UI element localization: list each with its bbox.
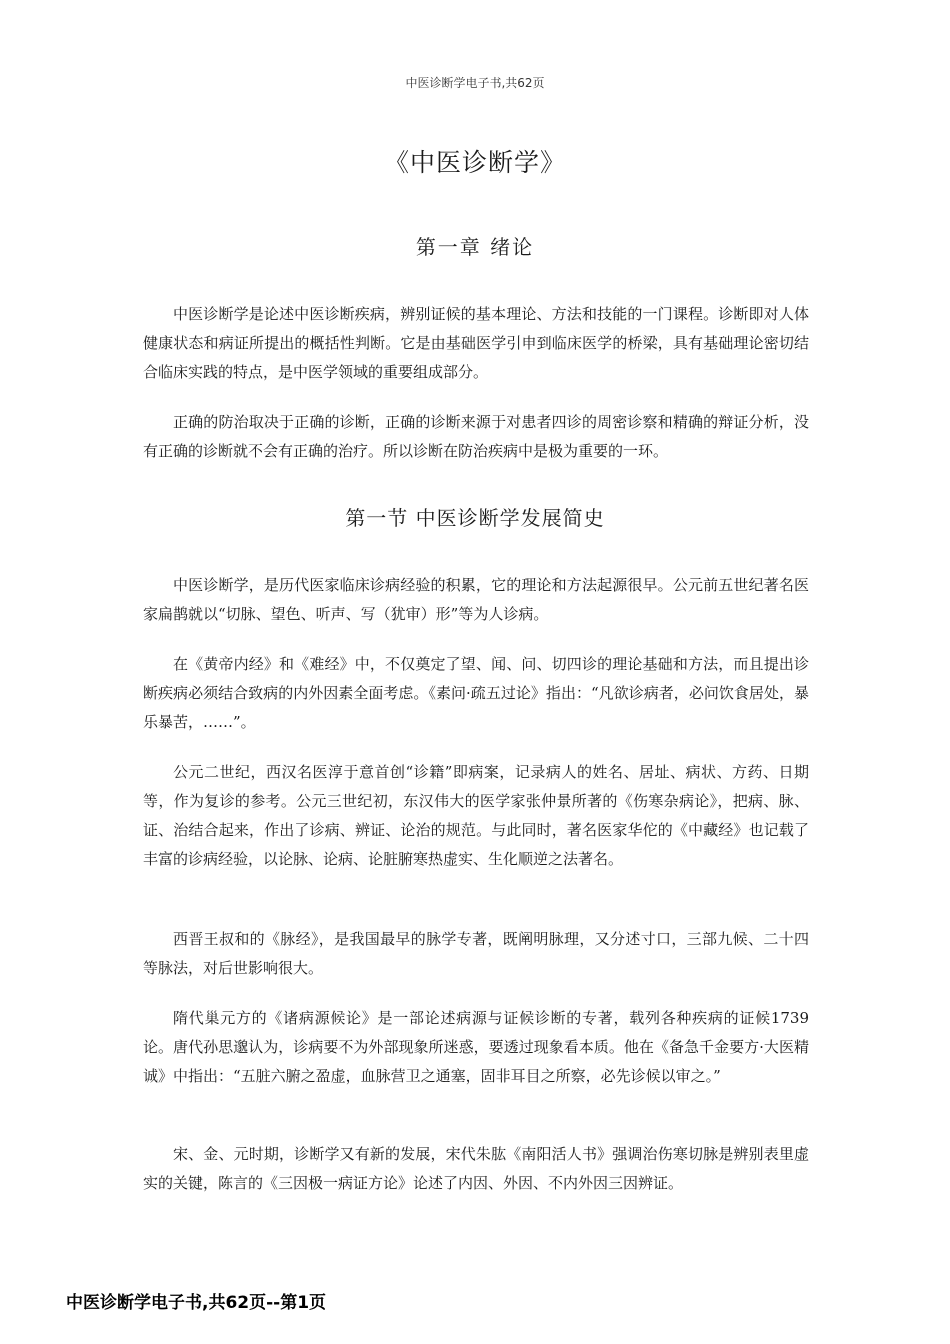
paragraph: 在《黄帝内经》和《难经》中，不仅奠定了望、闻、问、切四诊的理论基础和方法，而且提出诊断疾病必须结合致病的内外因素全面考虑。《素问·疏五过论》指出：“凡欲诊病者，必问饮食居处，暴乐暴苦，……”。 [143,655,809,731]
paragraph: 公元二世纪，西汉名医淳于意首创“诊籍”即病案，记录病人的姓名、居址、病状、方药、日期等，作为复诊的参考。公元三世纪初，东汉伟大的医学家张仲景所著的《伤寒杂病论》，把病、脉、证、治结合起来，作出了诊病、辨证、论治的规范。与此同时，著名医家华佗的《中藏经》也记载了丰富的诊病经验，以论脉、论病、论脏腑寒热虚实、生化顺逆之法著名。 [143,763,809,868]
page-footer: 中医诊断学电子书,共62页--第1页 [66,1293,327,1313]
paragraph: 正确的防治取决于正确的诊断，正确的诊断来源于对患者四诊的周密诊察和精确的辩证分析，没有正确的诊断就不会有正确的治疗。所以诊断在防治疾病中是极为重要的一环。 [143,413,809,460]
paragraph: 宋、金、元时期，诊断学又有新的发展，宋代朱肱《南阳活人书》强调治伤寒切脉是辨别表里虚实的关键，陈言的《三因极一病证方论》论述了内因、外因、不内外因三因辨证。 [143,1145,809,1192]
paragraph: 隋代巢元方的《诸病源候论》是一部论述病源与证候诊断的专著，载列各种疾病的证候1739论。唐代孙思邈认为，诊病要不为外部现象所迷惑，要透过现象看本质。他在《备急千金要方·大医精诚》中指出：“五脏六腑之盈虚，血脉营卫之通塞，固非耳目之所察，必先诊候以审之。” [143,1009,809,1085]
book-title: 《中医诊断学》 [383,148,566,177]
running-header: 中医诊断学电子书,共62页 [405,76,545,90]
section-title: 第一节 中医诊断学发展简史 [345,506,605,530]
chapter-title: 第一章 绪论 [415,235,535,259]
paragraph: 中医诊断学是论述中医诊断疾病，辨别证候的基本理论、方法和技能的一门课程。诊断即对人体健康状态和病证所提出的概括性判断。它是由基础医学引申到临床医学的桥梁，具有基础理论密切结合临床实践的特点，是中医学领域的重要组成部分。 [143,305,809,381]
paragraph: 中医诊断学，是历代医家临床诊病经验的积累，它的理论和方法起源很早。公元前五世纪著名医家扁鹊就以“切脉、望色、听声、写（犹审）形”等为人诊病。 [143,576,809,623]
paragraph: 西晋王叔和的《脉经》，是我国最早的脉学专著，既阐明脉理，又分述寸口，三部九候、二十四等脉法，对后世影响很大。 [143,930,809,977]
